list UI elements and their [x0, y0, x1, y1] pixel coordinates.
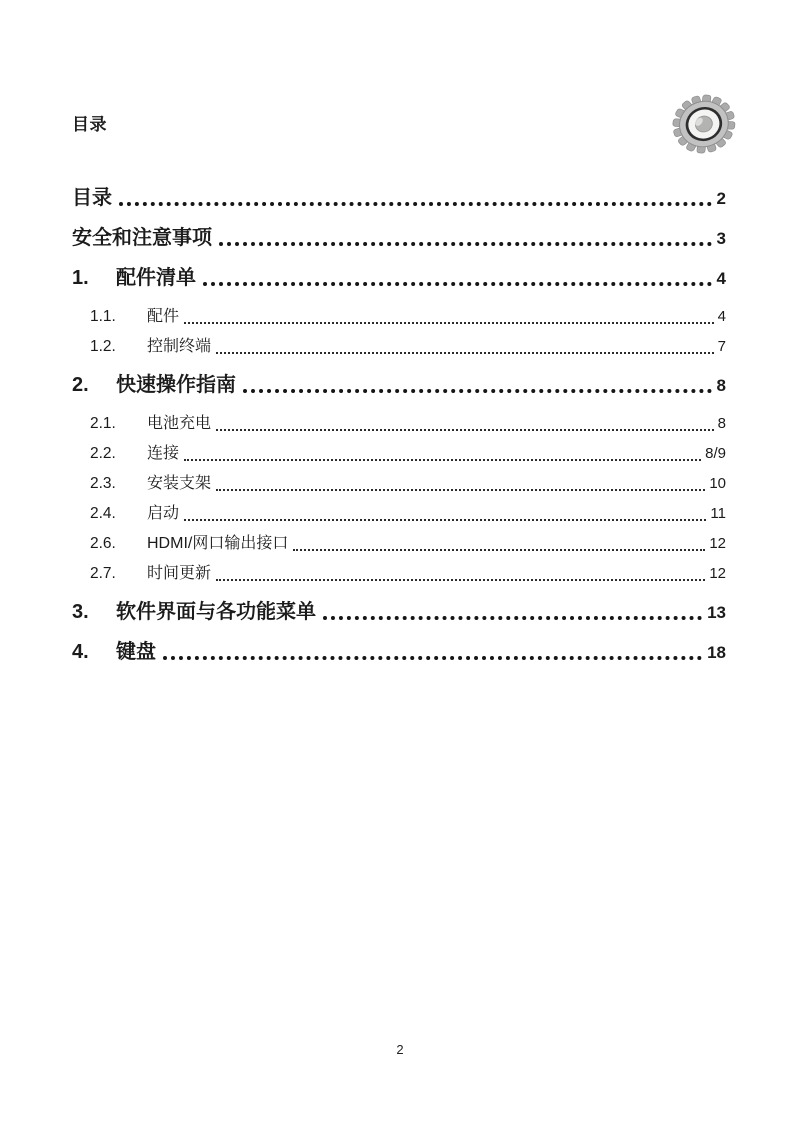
toc-entry-page: 2 — [716, 189, 726, 208]
toc-entry-page: 3 — [716, 229, 726, 248]
toc-entry-number: 1. — [72, 267, 89, 289]
toc-entry-number: 2.6. — [90, 535, 116, 552]
toc-entry — [90, 502, 726, 526]
footer-page-number: 2 — [396, 1042, 404, 1057]
toc-entry — [72, 599, 726, 626]
toc-entry-page: 8 — [717, 415, 726, 432]
toc-entry-page: 10 — [709, 475, 726, 492]
toc-entry — [90, 532, 726, 556]
dot-leader — [203, 282, 712, 286]
toc-entry-page: 4 — [716, 269, 726, 288]
toc-entry-title: 电池充电 — [147, 415, 212, 432]
toc-entry — [72, 639, 726, 666]
toc-entry-page: 11 — [710, 505, 726, 522]
toc-entry-title: 快速操作指南 — [116, 374, 236, 396]
toc-entry — [72, 225, 726, 252]
dot-leader — [216, 489, 705, 491]
toc-entry-title: 时间更新 — [147, 565, 212, 582]
toc-entry-number: 2.7. — [90, 565, 116, 582]
dot-leader — [216, 429, 714, 431]
toc-entry — [90, 472, 726, 496]
dot-leader — [163, 656, 702, 660]
toc-entry-page: 13 — [707, 603, 726, 622]
toc-entry — [90, 305, 726, 329]
dot-leader — [293, 549, 705, 551]
toc-entry-page: 8 — [716, 376, 726, 395]
toc-entry-page: 8/9 — [705, 445, 726, 462]
toc-entry-title: 配件清单 — [116, 267, 196, 289]
toc-entry-number: 2.3. — [90, 475, 116, 492]
toc-entry — [90, 442, 726, 466]
toc-entry-number: 2.4. — [90, 505, 116, 522]
gear-icon — [670, 88, 738, 158]
toc-entry — [72, 265, 726, 292]
toc-entry-number: 3. — [72, 601, 89, 623]
dot-leader — [184, 459, 701, 461]
toc-entry-title: 键盘 — [116, 641, 156, 663]
toc-entry-page: 18 — [707, 643, 726, 662]
toc-entry-number: 4. — [72, 641, 89, 663]
toc-entry — [90, 412, 726, 436]
toc-entry-page: 7 — [717, 338, 726, 355]
toc-entry — [72, 185, 726, 212]
toc-entry-title: HDMI/网口输出接口 — [147, 535, 289, 552]
dot-leader — [243, 389, 712, 393]
dot-leader — [184, 322, 714, 324]
toc-entry-number: 2.2. — [90, 445, 116, 462]
dot-leader — [119, 202, 712, 206]
dot-leader — [216, 352, 714, 354]
toc-entry-number: 1.2. — [90, 338, 116, 355]
page-title: 目录 — [72, 115, 107, 134]
toc-entry-number: 2. — [72, 374, 89, 396]
toc-entry-title: 控制终端 — [147, 338, 212, 355]
toc-entry-title: 目录 — [72, 187, 112, 209]
dot-leader — [184, 519, 706, 521]
toc-entry — [90, 562, 726, 586]
toc-entry-title: 软件界面与各功能菜单 — [116, 601, 316, 623]
table-of-contents — [72, 172, 726, 679]
toc-entry — [90, 335, 726, 359]
toc-entry — [72, 372, 726, 399]
toc-entry-number: 1.1. — [90, 308, 116, 325]
dot-leader — [219, 242, 712, 246]
dot-leader — [323, 616, 702, 620]
toc-entry-title: 启动 — [147, 505, 180, 522]
toc-entry-title: 配件 — [147, 308, 180, 325]
toc-entry-number: 2.1. — [90, 415, 116, 432]
toc-entry-title: 连接 — [147, 445, 180, 462]
toc-entry-title: 安装支架 — [147, 475, 212, 492]
toc-entry-title: 安全和注意事项 — [72, 227, 212, 249]
toc-entry-page: 12 — [709, 565, 726, 582]
toc-entry-page: 4 — [717, 308, 726, 325]
dot-leader — [216, 579, 705, 581]
toc-entry-page: 12 — [709, 535, 726, 552]
